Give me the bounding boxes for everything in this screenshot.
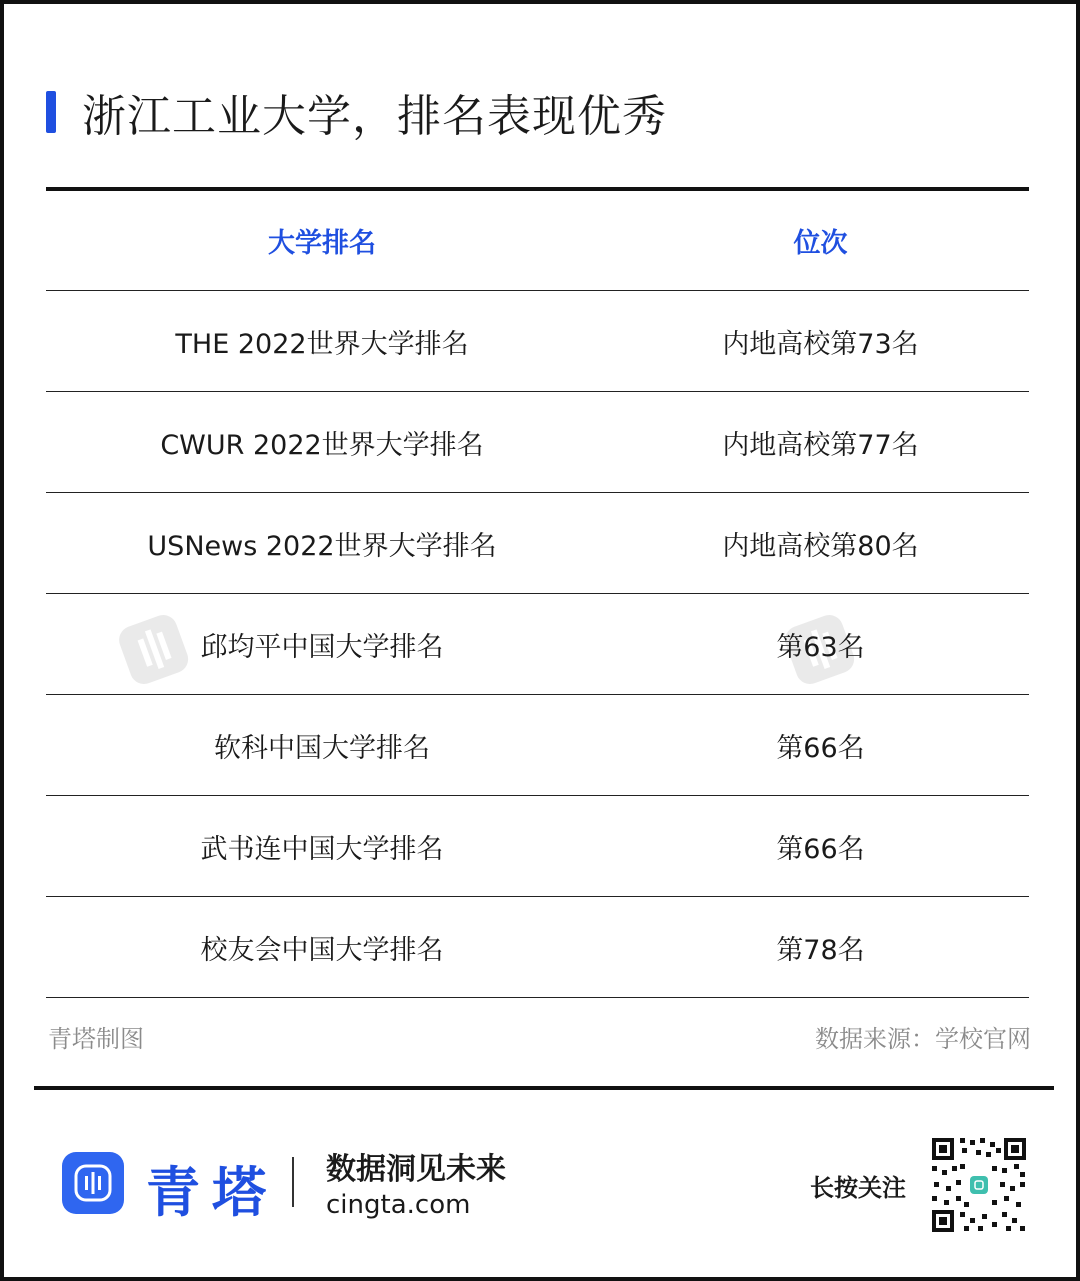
ranking-position: 第63名: [776, 631, 865, 663]
page-title: 浙江工业大学，排名表现优秀: [82, 91, 667, 142]
footer-divider: [34, 1086, 1054, 1090]
ranking-name: CWUR 2022世界大学排名: [160, 429, 484, 461]
follow-prompt: 长按关注: [810, 1174, 906, 1202]
table-row: [46, 291, 1029, 392]
brand-website[interactable]: cingta.com: [326, 1190, 471, 1220]
ranking-position: 内地高校第73名: [722, 328, 919, 360]
ranking-position: 内地高校第77名: [722, 429, 919, 461]
ranking-table: [46, 187, 1029, 998]
table-row: [46, 493, 1029, 594]
header-position: 位次: [793, 228, 848, 259]
ranking-position: 第66名: [776, 732, 865, 764]
table-row: [46, 695, 1029, 796]
ranking-name: THE 2022世界大学排名: [175, 328, 469, 360]
ranking-position: 内地高校第80名: [722, 530, 919, 562]
ranking-name: USNews 2022世界大学排名: [147, 530, 497, 562]
header-ranking-name: 大学排名: [268, 228, 376, 259]
brand-slogan: 数据洞见未来: [326, 1152, 506, 1187]
title-block: [46, 82, 667, 142]
table-header-row: [46, 191, 1029, 291]
chart-credit: 青塔制图: [48, 1025, 144, 1053]
qingta-logo-icon: [62, 1152, 124, 1214]
table-row: [46, 796, 1029, 897]
table-row: [46, 392, 1029, 493]
ranking-position: 第78名: [776, 934, 865, 966]
qr-code-icon[interactable]: [930, 1136, 1028, 1234]
ranking-name: 软科中国大学排名: [214, 732, 430, 764]
table-row: [46, 897, 1029, 998]
ranking-name: 校友会中国大学排名: [200, 934, 444, 966]
brand-separator: [292, 1157, 294, 1207]
data-source: 数据来源：学校官网: [815, 1025, 1031, 1053]
table-row: [46, 594, 1029, 695]
title-accent-bar: [46, 91, 56, 133]
ranking-name: 武书连中国大学排名: [200, 833, 444, 865]
brand-name: 青塔: [146, 1161, 278, 1224]
ranking-name: 邱均平中国大学排名: [200, 631, 444, 663]
ranking-position: 第66名: [776, 833, 865, 865]
